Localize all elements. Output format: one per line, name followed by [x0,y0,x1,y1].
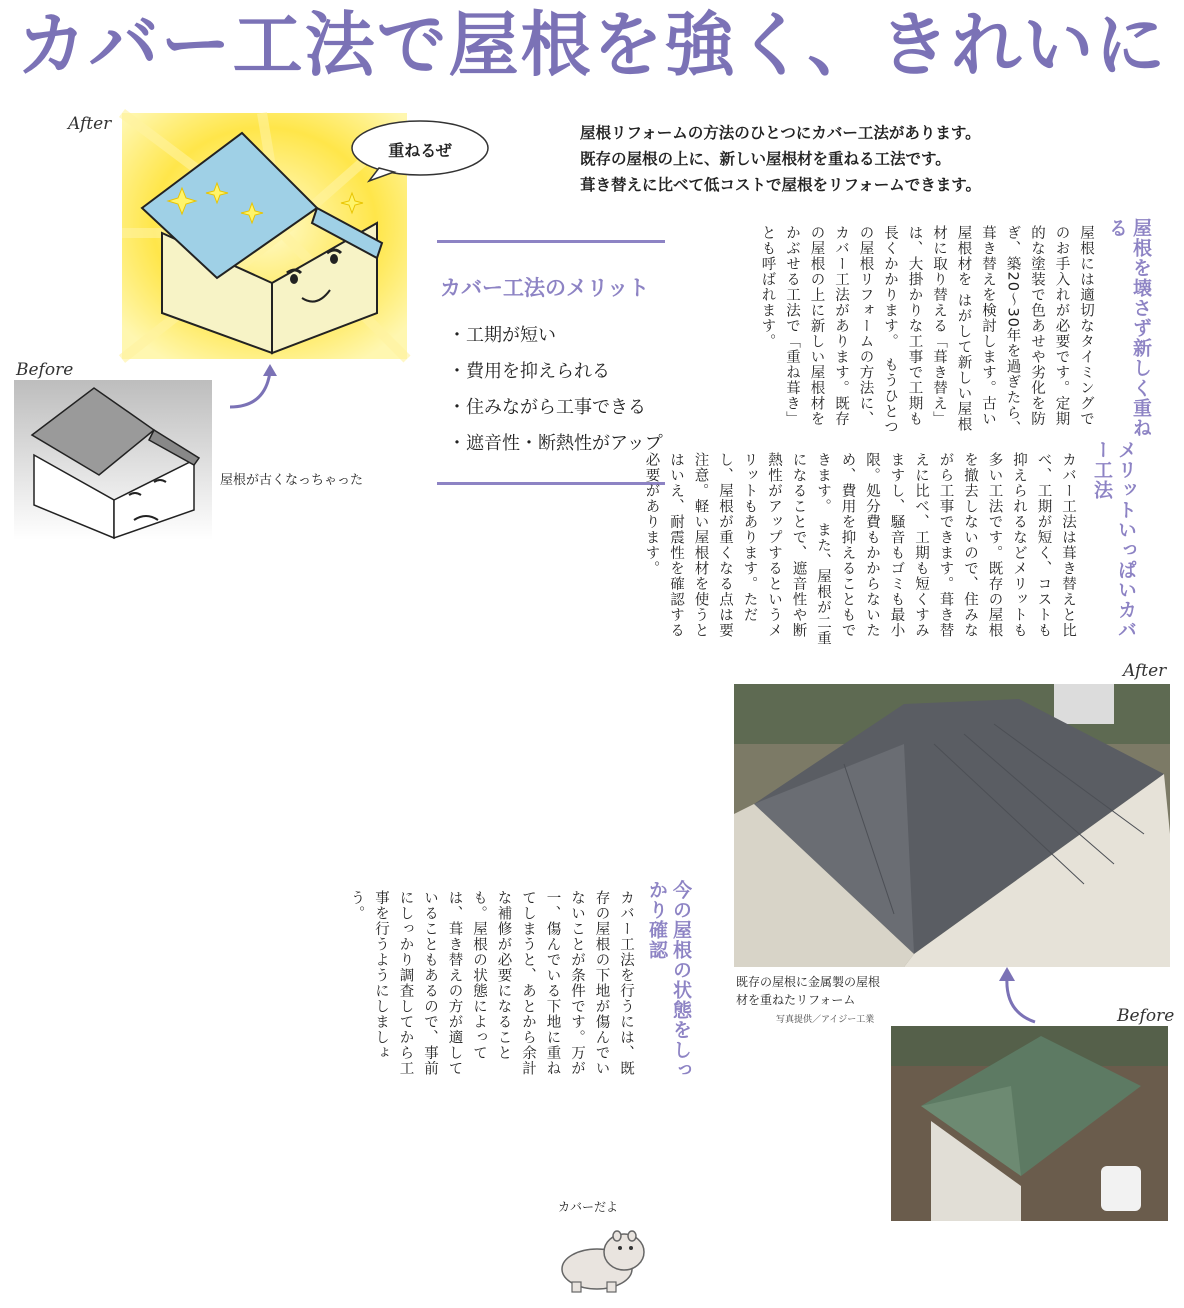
photo-after-label: After [1123,661,1167,681]
intro-line: 屋根リフォームの方法のひとつにカバー工法があります。 [580,124,981,142]
intro-text [580,120,1100,198]
merit-item: ・工期が短い [448,325,556,346]
photo-caption: 既存の屋根に金属製の屋根材を重ねたリフォーム [736,975,881,1007]
mascot-speech: カバーだよ [558,1200,619,1214]
section2-body: カバー工法は葺き替えと比べ、工期が短く、コストも抑えられるなどメリットも多い工法です。既存の屋根を撤去しないので、住みながら工事できます。葺き替えに比べ、工期も短くすみますし、騒音もゴミも最小限。処分費もかからないため、費用を抑えることもできます。 また、屋根が二重になることで、遮音性や断熱性がアップするというメリットもあります。ただし、屋根が重くなる点は要注意。軽い屋根材を使うとはいえ、耐震性を確認する必要があります。 [643,452,1076,647]
hippo-mascot-icon [552,1224,647,1294]
merit-item: ・住みながら工事できる [448,397,646,418]
up-arrow-icon [225,362,285,412]
merit-item: ・費用を抑えられる [448,361,610,382]
section1-heading: 屋根を壊さず新しく重ねる [1106,218,1152,438]
speech-bubble-text: 重ねるぜ [388,141,452,160]
merit-title: カバー工法のメリット [440,276,650,300]
section3-heading: 今の屋根の状態をしっかり確認 [646,880,692,1080]
intro-line: 葺き替えに比べて低コストで屋根をリフォームできます。 [580,176,981,194]
illustration-after-label: After [68,114,112,134]
merit-list [448,318,663,462]
intro-line: 既存の屋根の上に、新しい屋根材を重ねる工法です。 [580,150,951,168]
page-title: カバー工法で屋根を強く、きれいに [16,4,1168,86]
photo-credit: 写真提供／アイジー工業 [776,1015,875,1025]
illustration-before-label: Before [16,360,74,380]
photo-before-label: Before [1117,1006,1175,1026]
after-roof-photo [734,684,1170,967]
section1-body: 屋根には適切なタイミングでのお手入れが必要です。定期的な塗装で色あせや劣化を防ぎ、築20〜30年を過ぎたら、葺き替えを検討します。古い屋根材を はがして新しい屋根材に取り替える「葺き替え」は、大掛かりな工事で工期も長くかかります。 もうひとつの屋根リフォームの方法に、カバー工法があります。既存の屋根の上に新しい屋根材をかぶせる工法で「重ね葺き」とも呼ばれます。 [759,225,1094,437]
merit-top-divider [437,240,665,243]
section3-body-part1: カバー工法を行うには、既存の屋根の下地が傷んでいないことが条件です。万が一、傷んでいる下地に重ねてしまうと、あとから余計な補修が必要になることも。屋根の状態によっては、葺き替えの方が適していることもあるので、事前にしっかり調査してから工事を行うようにしましょう。 [348,890,634,1076]
section2-heading: メリットいっぱいカバー工法 [1091,440,1137,640]
up-arrow-icon [995,967,1040,1027]
merit-item: ・遮音性・断熱性がアップ [448,433,663,454]
before-roof-photo [891,1026,1168,1221]
before-caption: 屋根が古くなっちゃった [220,473,364,488]
before-house-illustration [14,380,212,540]
